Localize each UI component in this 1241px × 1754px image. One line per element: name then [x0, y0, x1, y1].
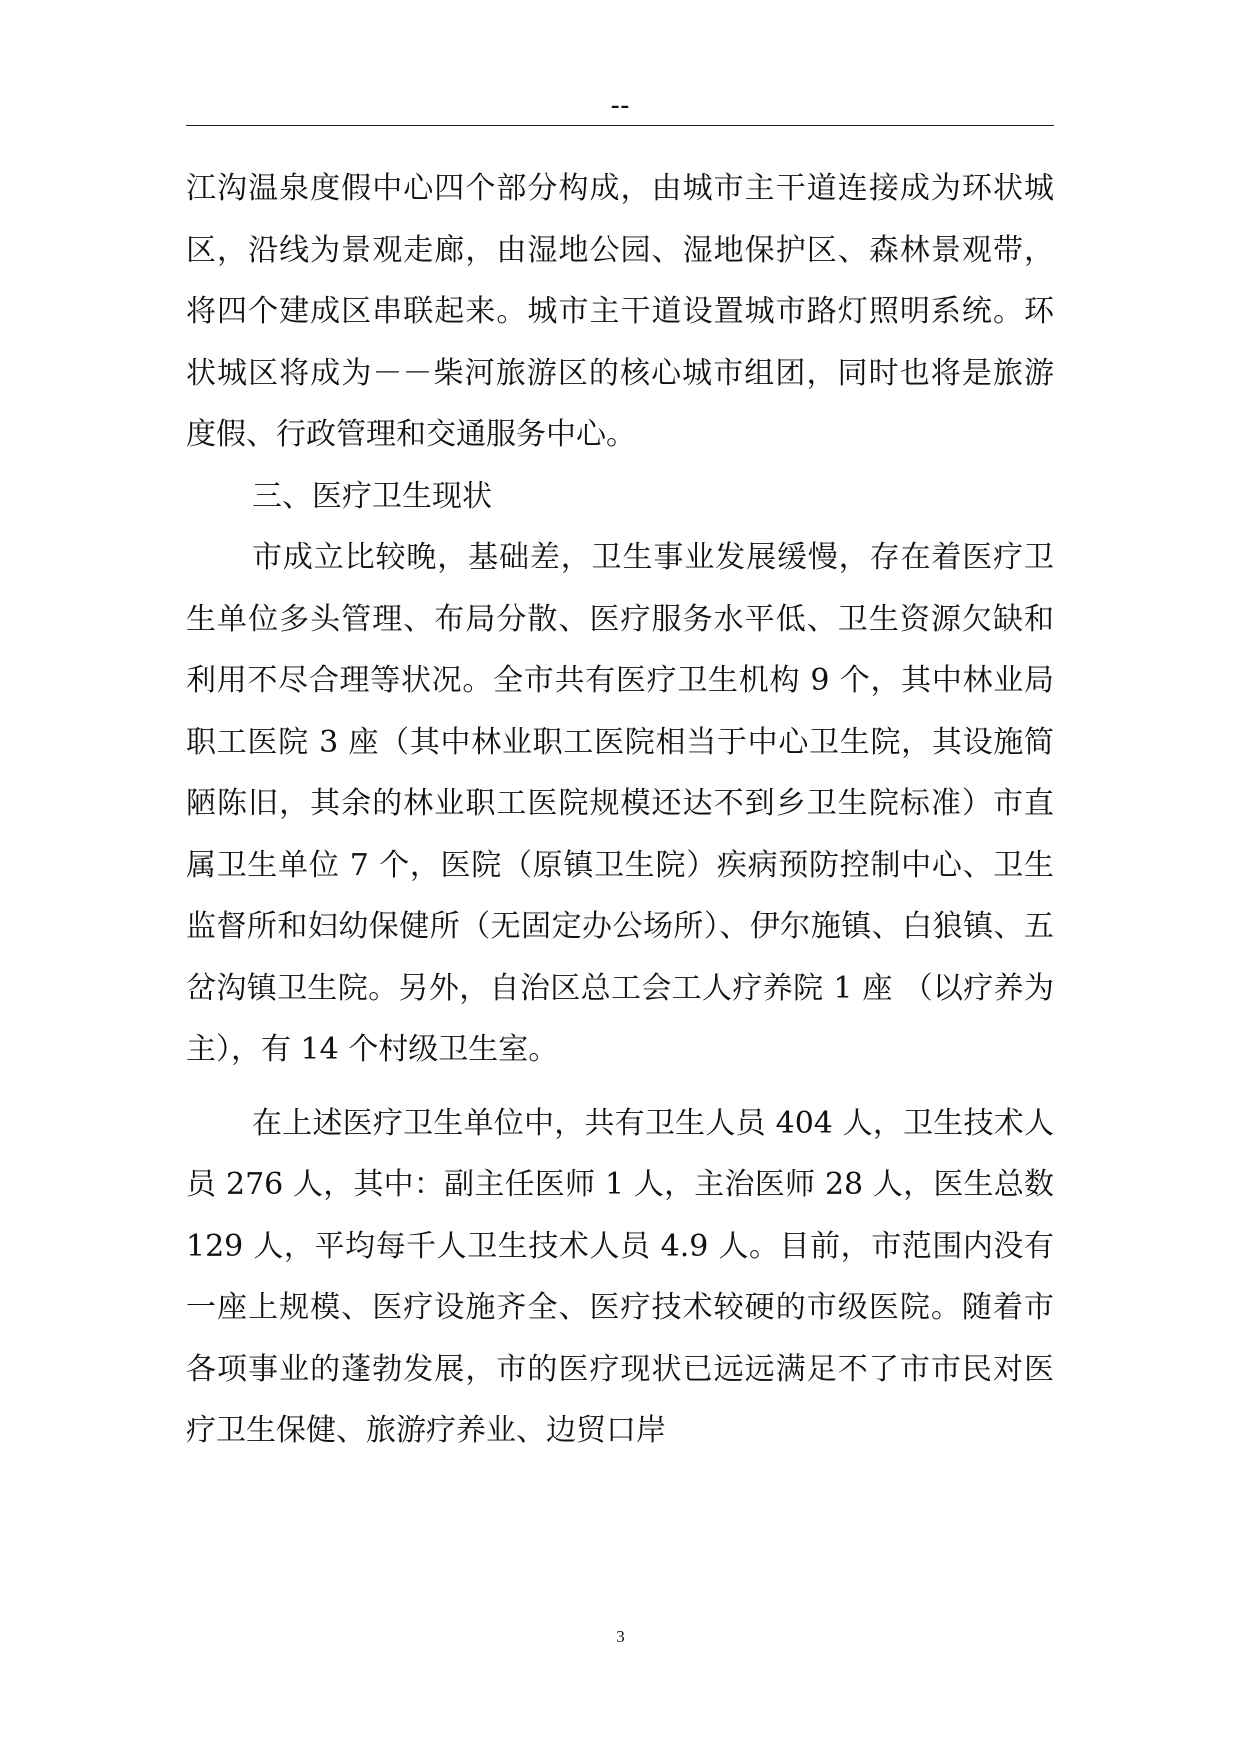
paragraph-medical-status: 市成立比较晚，基础差，卫生事业发展缓慢，存在着医疗卫生单位多头管理、布局分散、医疗服务水平低、卫生资源欠缺和利用不尽合理等状况。全市共有医疗卫生机构 9 个，其中林业局职工医院 3 座（其中林业职工医院相当于中心卫生院，其设施简陋陈旧，其余的林业职工医院规模还达不到乡卫生院标准）市直属卫生单位 7 个，医院（原镇卫生院）疾病预防控制中心、卫生监督所和妇幼保健所（无固定办公场所）、伊尔施镇、白狼镇、五岔沟镇卫生院。另外，自治区总工会工人疗养院 1 座 （以疗养为主），有 14 个村级卫生室。 — [186, 540, 1054, 1067]
paragraph-continuation: 江沟温泉度假中心四个部分构成，由城市主干道连接成为环状城区，沿线为景观走廊，由湿地公园、湿地保护区、森林景观带，将四个建成区串联起来。城市主干道设置城市路灯照明系统。环状城区将成为－－柴河旅游区的核心城市组团，同时也将是旅游度假、行政管理和交通服务中心。 — [186, 171, 1054, 452]
paragraph-spacer — [186, 1081, 1054, 1093]
section-heading: 三、医疗卫生现状 — [252, 478, 492, 514]
page-number: 3 — [616, 1627, 625, 1646]
header-mark: -- — [610, 90, 631, 119]
paragraph-personnel: 在上述医疗卫生单位中，共有卫生人员 404 人，卫生技术人员 276 人，其中：副主任医师 1 人，主治医师 28 人，医生总数 129 人，平均每千人卫生技术人员 4.9 人。目前，市范围内没有一座上规模、医疗设施齐全、医疗技术较硬的市级医院。随着市各项事业的蓬勃发展，市的医疗现状已远远满足不了市市民对医疗卫生保健、旅游疗养业、边贸口岸 — [186, 1105, 1054, 1448]
header-rule — [186, 125, 1054, 126]
document-body — [186, 158, 1054, 1462]
